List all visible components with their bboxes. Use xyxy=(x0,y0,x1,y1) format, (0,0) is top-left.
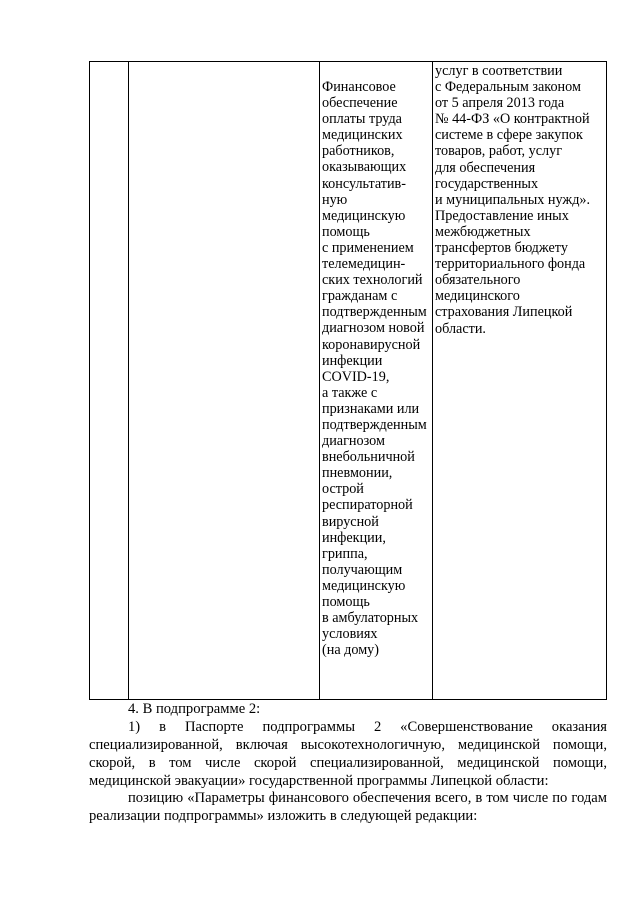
cell-line: внебольничной xyxy=(322,449,415,466)
cell-line: системе в сфере закупок xyxy=(435,127,583,144)
cell-line: диагнозом новой xyxy=(322,320,425,337)
cell-line: Финансовое xyxy=(322,79,396,95)
table-continuation xyxy=(89,61,607,700)
cell-line: инфекции xyxy=(322,352,383,369)
cell-line: консультатив- xyxy=(322,175,406,192)
cell-line: территориального фонда xyxy=(435,256,586,273)
cell-line: (на дому) xyxy=(322,642,379,659)
cell-line: COVID-19, xyxy=(322,368,390,385)
cell-line: трансфертов бюджету xyxy=(435,240,568,257)
cell-line: от 5 апреля 2013 года xyxy=(435,95,565,112)
cell-line: коронавирусной xyxy=(322,336,421,353)
section-heading: 4. В подпрограмме 2: xyxy=(128,701,261,717)
cell-line: инфекции, xyxy=(322,529,386,546)
cell-line: обязательного xyxy=(435,272,521,289)
cell-line: а также с xyxy=(322,384,378,401)
cell-line: подтвержденным xyxy=(322,416,427,433)
cell-line: получающим xyxy=(322,561,403,578)
column-divider xyxy=(432,62,433,699)
cell-line: телемедицин- xyxy=(322,256,406,273)
cell-line: респираторной xyxy=(322,497,413,514)
cell-line: товаров, работ, услуг xyxy=(435,143,563,160)
cell-line: диагнозом xyxy=(322,433,385,450)
cell-line: пневмонии, xyxy=(322,465,393,482)
table-cell-financing-details xyxy=(435,63,590,337)
cell-line: медицинского xyxy=(435,288,520,305)
cell-line: ских технологий xyxy=(322,272,423,289)
cell-line: подтвержденным xyxy=(322,304,427,321)
column-divider xyxy=(128,62,129,699)
cell-line: и муниципальных нужд». xyxy=(435,191,591,208)
cell-line: оказывающих xyxy=(322,159,407,176)
cell-line: медицинских xyxy=(322,127,403,144)
cell-line: с Федеральным законом xyxy=(435,79,581,96)
cell-line: работников, xyxy=(322,143,395,160)
cell-line: помощь xyxy=(322,223,370,240)
cell-line: острой xyxy=(322,481,364,498)
cell-line: обеспечение xyxy=(322,95,398,112)
cell-line: медицинскую xyxy=(322,577,406,594)
column-divider xyxy=(319,62,320,699)
cell-line: государственных xyxy=(435,175,539,192)
cell-line: № 44-ФЗ «О контрактной xyxy=(435,111,590,128)
cell-line: с применением xyxy=(322,239,414,256)
cell-line: Предоставление иных xyxy=(435,207,569,224)
cell-line: гриппа, xyxy=(322,545,368,562)
paragraph-item-1: 1) в Паспорте подпрограммы 2 «Совершенствование оказания специализированной, включая высокотехнологичную, медицинской помощи, скорой, в том числе скорой специализированной, медицинской помощи, медицинской эвакуации» государственной программы Липецкой области: xyxy=(89,719,607,789)
cell-line: в амбулаторных xyxy=(322,610,419,627)
cell-line: для обеспечения xyxy=(435,159,536,176)
cell-line: услуг в соответствии xyxy=(435,63,563,79)
cell-line: ную xyxy=(322,191,348,208)
cell-line: межбюджетных xyxy=(435,223,531,240)
cell-line: признаками или xyxy=(322,400,420,417)
cell-line: гражданам с xyxy=(322,288,398,305)
cell-line: помощь xyxy=(322,594,370,610)
paragraph-position: позицию «Параметры финансового обеспечения всего, в том числе по годам реализации подпрограммы» изложить в следующей редакции: xyxy=(89,790,607,824)
cell-line: вирусной xyxy=(322,513,379,530)
table-cell-financing-purpose xyxy=(322,79,427,658)
cell-line: оплаты труда xyxy=(322,111,402,128)
cell-line: медицинскую xyxy=(322,207,406,224)
cell-line: условиях xyxy=(322,626,378,643)
cell-line: области. xyxy=(435,320,486,337)
cell-line: страхования Липецкой xyxy=(435,304,573,321)
